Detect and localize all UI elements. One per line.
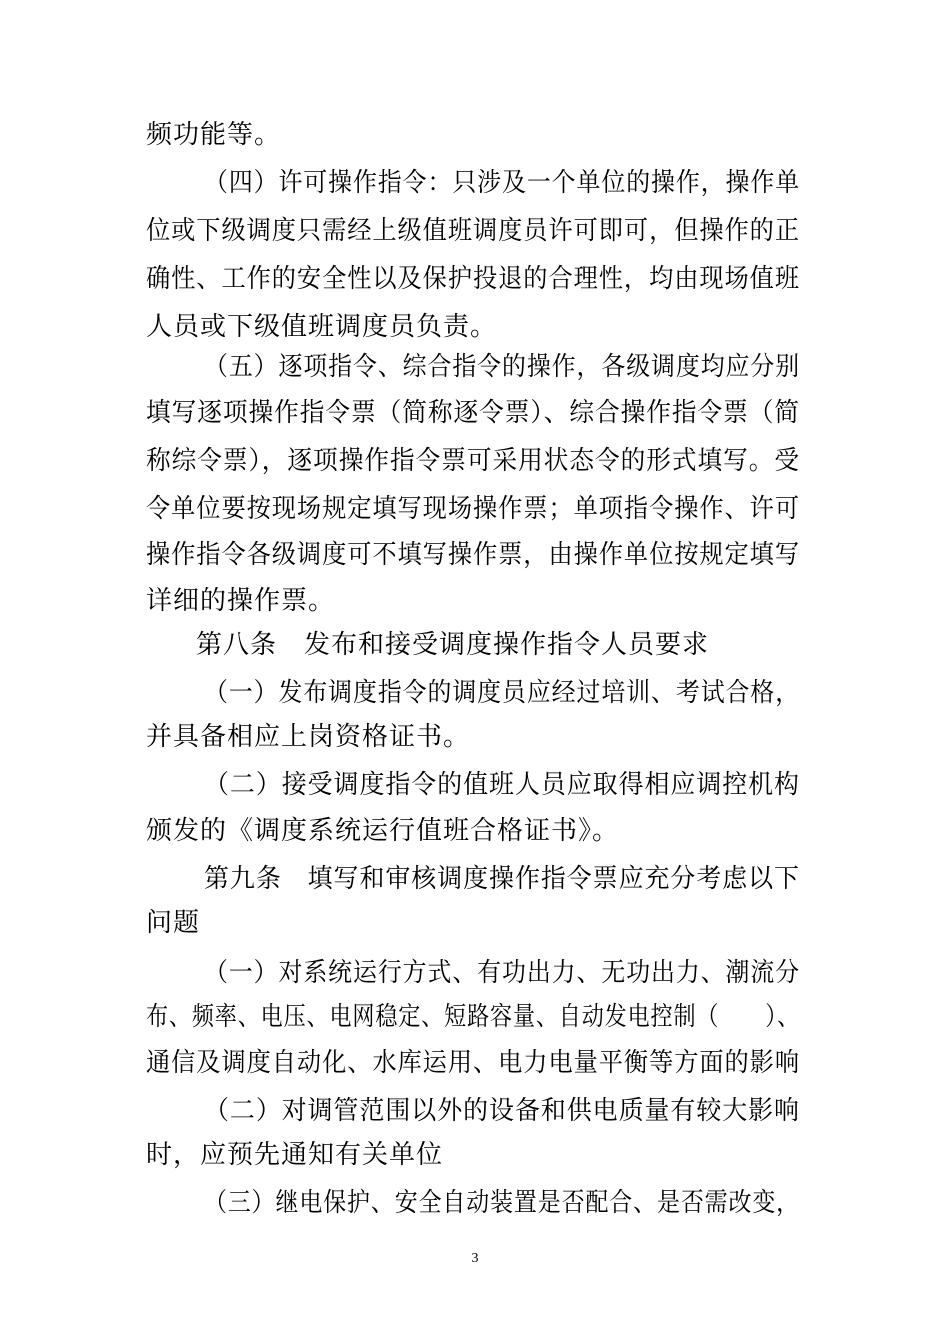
text-line-9: 令单位要按现场规定填写现场操作票；单项指令操作、许可 <box>146 494 800 524</box>
text-line-20: 布、频率、电压、电网稳定、短路容量、自动发电控制（ ）、 <box>146 1002 801 1032</box>
text-line-21: 通信及调度自动化、水库运用、电力电量平衡等方面的影响 <box>146 1048 800 1078</box>
text-line-7: 填写逐项操作指令票（简称逐令票）、综合操作指令票（简 <box>146 398 801 428</box>
text-line-6: （五）逐项指令、综合指令的操作，各级调度均应分别 <box>204 352 801 382</box>
text-line-19: （一）对系统运行方式、有功出力、无功出力、潮流分 <box>204 958 801 988</box>
text-line-23: 时，应预先通知有关单位 <box>146 1140 444 1170</box>
article-9-heading: 第九条 填写和审核调度操作指令票应充分考虑以下 <box>204 864 800 894</box>
text-line-16: 颁发的《调度系统运行值班合格证书》。 <box>146 816 620 846</box>
text-line-24: （三）继电保护、安全自动装置是否配合、是否需改变， <box>204 1188 801 1218</box>
page-number: 3 <box>471 1251 479 1266</box>
text-line-10: 操作指令各级调度可不填写操作票，由操作单位按规定填写 <box>146 540 800 570</box>
text-line-22: （二）对调管范围以外的设备和供电质量有较大影响 <box>204 1096 800 1126</box>
text-line-15: （二）接受调度指令的值班人员应取得相应调控机构 <box>204 770 800 800</box>
text-line-13: （一）发布调度指令的调度员应经过培训、考试合格， <box>204 678 801 708</box>
text-line-4: 确性、工作的安全性以及保护投退的合理性，均由现场值班 <box>146 264 800 294</box>
text-line-11: 详细的操作票。 <box>146 586 336 616</box>
text-line-1: 频功能等。 <box>146 120 282 150</box>
text-line-14: 并具备相应上岗资格证书。 <box>146 722 471 752</box>
text-line-18: 问题 <box>146 908 201 938</box>
article-8-heading: 第八条 发布和接受调度操作指令人员要求 <box>196 630 710 660</box>
text-line-5: 人员或下级值班调度员负责。 <box>146 312 498 342</box>
text-line-2: （四）许可操作指令：只涉及一个单位的操作，操作单 <box>204 168 801 198</box>
text-line-3: 位或下级调度只需经上级值班调度员许可即可，但操作的正 <box>146 216 800 246</box>
text-line-8: 称综令票），逐项操作指令票可采用状态令的形式填写。受 <box>146 446 801 476</box>
